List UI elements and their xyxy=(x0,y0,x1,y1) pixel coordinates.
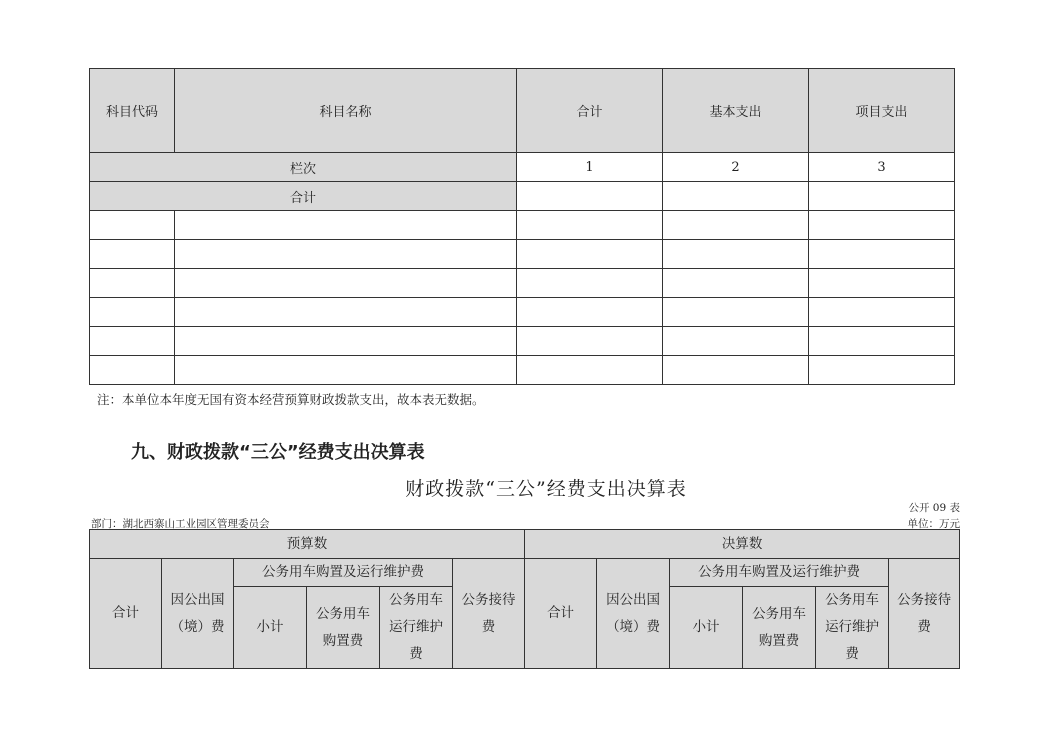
table-row xyxy=(90,240,955,269)
overseas-label-line: （境）费 xyxy=(170,618,225,635)
basic-expenditure-header: 基本支出 xyxy=(663,69,809,153)
table-cell xyxy=(175,240,517,269)
overseas-label-line: 因公出国 xyxy=(606,591,661,608)
vehicle-operation-line: 公务用车 xyxy=(389,592,443,608)
total-header: 合计 xyxy=(517,69,663,153)
table-cell xyxy=(90,327,175,356)
table-cell xyxy=(517,240,663,269)
table-cell xyxy=(663,240,809,269)
table-row xyxy=(90,211,955,240)
table-row xyxy=(90,269,955,298)
table-cell xyxy=(809,240,955,269)
total-cell xyxy=(663,182,809,211)
budget-subtotal-header: 小计 xyxy=(234,587,307,669)
reception-label-line: 费 xyxy=(917,618,931,635)
table2-subheader-row xyxy=(90,559,960,587)
table-cell xyxy=(90,269,175,298)
overseas-label-line: 因公出国 xyxy=(170,591,225,608)
table-cell xyxy=(517,269,663,298)
reception-label-line: 费 xyxy=(481,618,496,635)
column-number-row xyxy=(90,153,955,182)
table-cell xyxy=(90,240,175,269)
column-number-1: 1 xyxy=(517,153,663,182)
table2-group-row xyxy=(90,530,960,559)
final-total-header: 合计 xyxy=(525,559,597,669)
table-row xyxy=(90,356,955,385)
table-cell xyxy=(809,211,955,240)
budget-overseas-header xyxy=(162,559,234,669)
table-cell xyxy=(809,327,955,356)
total-cell xyxy=(517,182,663,211)
unit-label: 单位：万元 xyxy=(907,518,960,530)
final-overseas-header xyxy=(597,559,670,669)
table-cell xyxy=(663,269,809,298)
table-cell xyxy=(809,298,955,327)
column-number-3: 3 xyxy=(809,153,955,182)
vehicle-purchase-line: 购置费 xyxy=(758,632,800,649)
vehicle-purchase-line: 购置费 xyxy=(322,632,364,649)
table-cell xyxy=(809,356,955,385)
budget-reception-header xyxy=(453,559,525,669)
section-title: 九、财政拨款“三公”经费支出决算表 xyxy=(131,442,425,463)
project-expenditure-header: 项目支出 xyxy=(809,69,955,153)
final-vehicle-purchase-header xyxy=(743,587,816,669)
final-subtotal-header: 小计 xyxy=(670,587,743,669)
table-cell xyxy=(517,356,663,385)
final-reception-header xyxy=(889,559,960,669)
table-cell xyxy=(175,327,517,356)
budget-vehicle-group-header: 公务用车购置及运行维护费 xyxy=(234,559,453,587)
subject-name-header: 科目名称 xyxy=(175,69,517,153)
table-cell xyxy=(517,327,663,356)
table-row xyxy=(90,298,955,327)
table-cell xyxy=(517,211,663,240)
table-cell xyxy=(175,298,517,327)
vehicle-operation-line: 公务用车 xyxy=(825,592,880,608)
table-cell xyxy=(175,211,517,240)
overseas-label-line: （境）费 xyxy=(606,618,661,635)
column-number-2: 2 xyxy=(663,153,809,182)
table-cell xyxy=(663,298,809,327)
table-title: 财政拨款“三公”经费支出决算表 xyxy=(405,478,687,500)
table-note: 注：本单位本年度无国有资本经营预算财政拨款支出，故本表无数据。 xyxy=(97,392,485,407)
reception-label-line: 公务接待 xyxy=(461,591,516,608)
vehicle-operation-line: 费 xyxy=(845,646,859,662)
final-vehicle-group-header: 公务用车购置及运行维护费 xyxy=(670,559,889,587)
table-cell xyxy=(90,298,175,327)
final-vehicle-operation-header xyxy=(816,587,889,669)
table-cell xyxy=(175,356,517,385)
total-row-label: 合计 xyxy=(90,182,517,211)
budget-vehicle-purchase-header xyxy=(307,587,380,669)
vehicle-purchase-line: 公务用车 xyxy=(316,605,370,622)
reception-label-line: 公务接待 xyxy=(897,591,952,608)
vehicle-operation-line: 运行维护 xyxy=(389,619,443,635)
table-cell xyxy=(175,269,517,298)
table-cell xyxy=(809,269,955,298)
table-cell xyxy=(663,211,809,240)
final-header: 决算数 xyxy=(525,530,960,559)
subject-code-header: 科目代码 xyxy=(90,69,175,153)
column-row-label: 栏次 xyxy=(90,153,517,182)
budget-total-header: 合计 xyxy=(90,559,162,669)
budget-vehicle-operation-header xyxy=(380,587,453,669)
vehicle-operation-line: 费 xyxy=(409,646,423,662)
vehicle-operation-line: 运行维护 xyxy=(825,619,880,635)
state-capital-expenditure-table xyxy=(89,68,955,385)
table1-header-row xyxy=(90,69,955,153)
vehicle-purchase-line: 公务用车 xyxy=(752,605,807,622)
budget-header: 预算数 xyxy=(90,530,525,559)
table-row xyxy=(90,327,955,356)
department-label: 部门：湖北西寨山工业园区管理委员会 xyxy=(91,518,270,530)
total-row xyxy=(90,182,955,211)
table-cell xyxy=(663,327,809,356)
table-cell xyxy=(663,356,809,385)
table-cell xyxy=(517,298,663,327)
table-cell xyxy=(90,211,175,240)
total-cell xyxy=(809,182,955,211)
table-cell xyxy=(90,356,175,385)
table-code: 公开 09 表 xyxy=(908,502,960,514)
three-public-expenses-table xyxy=(89,529,960,669)
